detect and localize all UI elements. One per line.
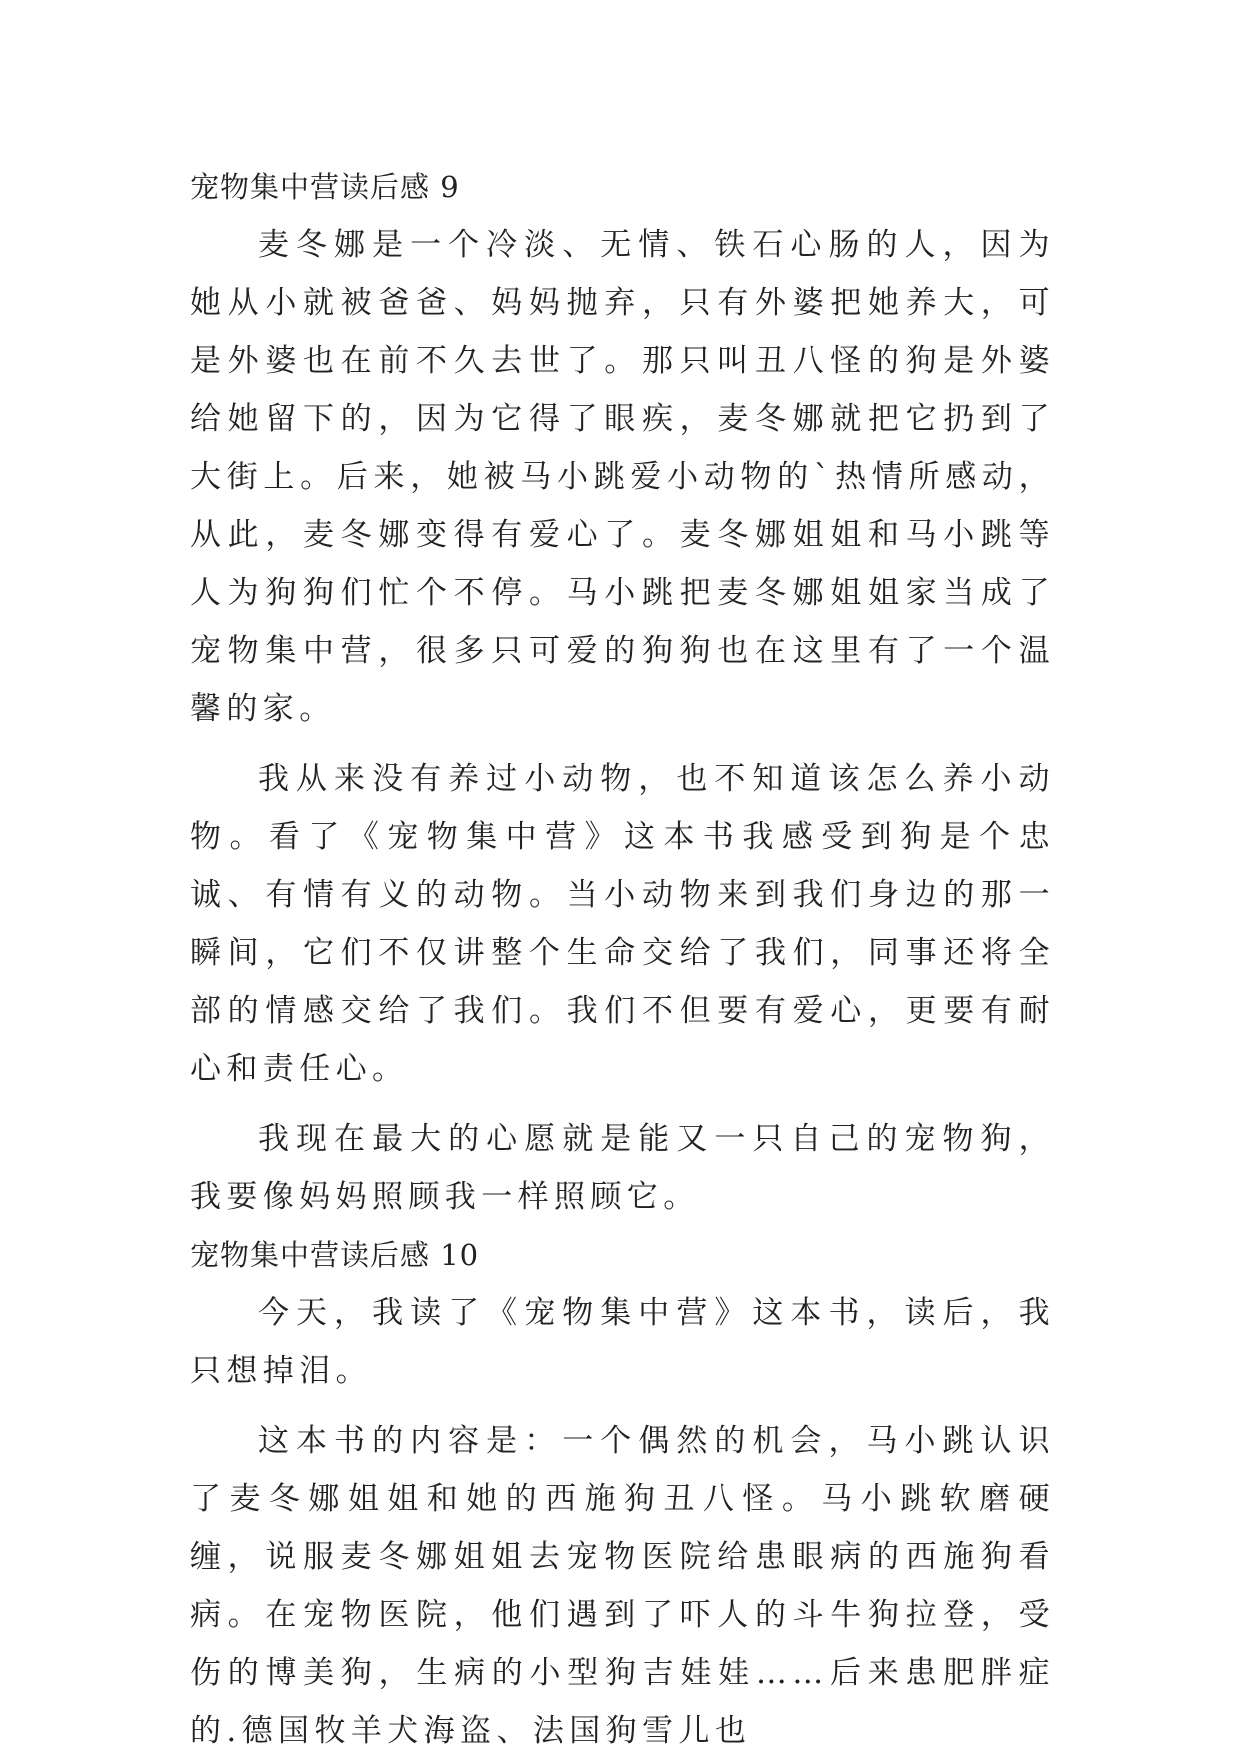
document-body (190, 158, 1055, 1760)
body-paragraph: 麦冬娜是一个冷淡、无情、铁石心肠的人，因为她从小就被爸爸、妈妈抛弃，只有外婆把她养大，可是外婆也在前不久去世了。那只叫丑八怪的狗是外婆给她留下的，因为它得了眼疾，麦冬娜就把它扔到了大街上。后来，她被马小跳爱小动物的`热情所感动，从此，麦冬娜变得有爱心了。麦冬娜姐姐和马小跳等人为狗狗们忙个不停。马小跳把麦冬娜姐姐家当成了宠物集中营，很多只可爱的狗狗也在这里有了一个温馨的家。 (190, 227, 1055, 727)
section-title: 宠物集中营读后感 10 (190, 1238, 480, 1272)
body-paragraph: 我现在最大的心愿就是能又一只自己的宠物狗，我要像妈妈照顾我一样照顾它。 (190, 1121, 1055, 1215)
body-paragraph: 这本书的内容是：一个偶然的机会，马小跳认识了麦冬娜姐姐和她的西施狗丑八怪。马小跳软磨硬缠，说服麦冬娜姐姐去宠物医院给患眼病的西施狗看病。在宠物医院，他们遇到了吓人的斗牛狗拉登，受伤的博美狗，生病的小型狗吉娃娃……后来患肥胖症的.德国牧羊犬海盗、法国狗雪儿也 (190, 1423, 1055, 1749)
section-title: 宠物集中营读后感 9 (190, 170, 460, 204)
body-paragraph: 我从来没有养过小动物，也不知道该怎么养小动物。看了《宠物集中营》这本书我感受到狗是个忠诚、有情有义的动物。当小动物来到我们身边的那一瞬间，它们不仅讲整个生命交给了我们，同事还将全部的情感交给了我们。我们不但要有爱心，更要有耐心和责任心。 (190, 761, 1055, 1087)
body-paragraph: 今天，我读了《宠物集中营》这本书，读后，我只想掉泪。 (190, 1295, 1055, 1389)
